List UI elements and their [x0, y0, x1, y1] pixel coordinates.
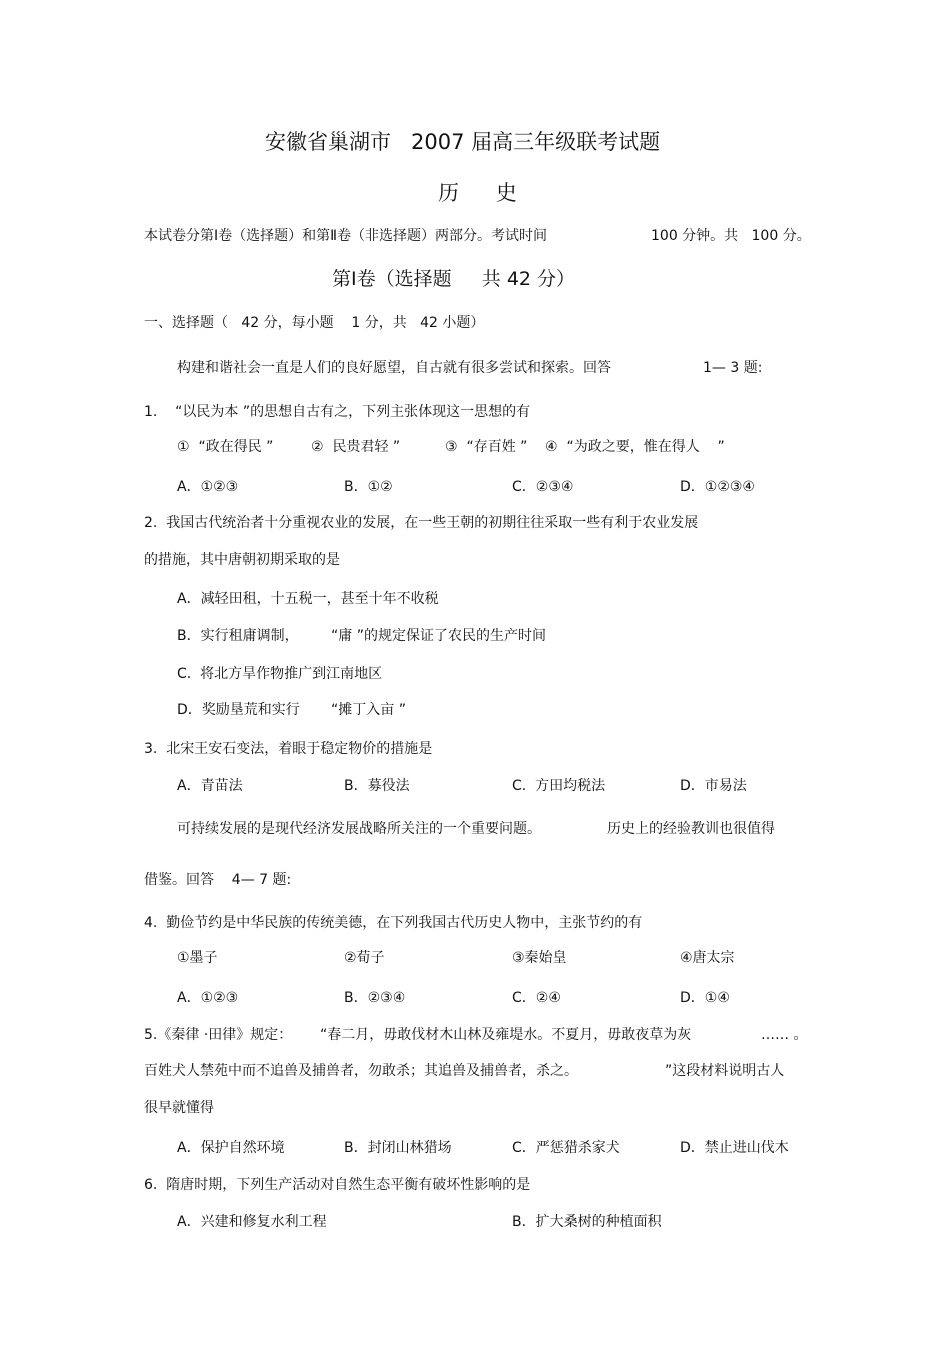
answer-option: D．①④ [680, 990, 730, 1006]
question-stem: 4. 勤俭节约是中华民族的传统美德，在下列我国古代历史人物中，主张节约的有 [144, 915, 643, 931]
answer-option: B．扩大桑树的种植面积 [512, 1214, 662, 1230]
question-item: ① “政在得民 ” [177, 439, 274, 455]
question-item: ③秦始皇 [512, 950, 567, 966]
group-lead-range: 借鉴。回答 4— 7 题: [144, 872, 292, 888]
question-stem-cont: ”这段材料说明古人 [665, 1063, 785, 1079]
answer-option: B．封闭山林猎场 [344, 1140, 452, 1156]
question-stem-cont: 的措施，其中唐朝初期采取的是 [144, 552, 340, 568]
group-lead: 构建和谐社会一直是人们的良好愿望，自古就有很多尝试和探索。回答 [177, 360, 611, 376]
answer-option: B．②③④ [344, 990, 406, 1006]
part-heading: 一、选择题（ 42 分，每小题 1 分，共 42 小题） [144, 315, 485, 331]
group-lead: 可持续发展的是现代经济发展战略所关注的一个重要问题。 [177, 821, 541, 837]
question-stem-cont: 很早就懂得 [144, 1100, 214, 1116]
question-stem: 6. 隋唐时期，下列生产活动对自然生态平衡有破坏性影响的是 [144, 1177, 531, 1193]
answer-option: D．奖励垦荒和实行 [177, 702, 300, 718]
answer-option: A．减轻田租，十五税一，甚至十年不收税 [177, 591, 439, 607]
question-quote-end: …… 。 [761, 1027, 808, 1043]
subject-title: 历 史 [438, 181, 519, 205]
group-lead-range: 1— 3 题: [703, 360, 763, 376]
question-item: ①墨子 [177, 950, 218, 966]
answer-option: C．严惩猎杀家犬 [512, 1140, 620, 1156]
answer-option-cont: “庸 ”的规定保证了农民的生产时间 [331, 628, 546, 644]
intro-text-time: 100 分钟。共 100 分。 [651, 228, 811, 244]
question-item: ③ “存百姓 ” [445, 439, 528, 455]
answer-option: C. 方田均税法 [512, 778, 606, 794]
question-stem: 3. 北宋王安石变法，着眼于稳定物价的措施是 [144, 741, 433, 757]
question-item: ②荀子 [344, 950, 385, 966]
answer-option: D．市易法 [680, 778, 747, 794]
question-stem: 1. “以民为本 ”的思想自古有之，下列主张体现这一思想的有 [144, 404, 531, 420]
answer-option: A．保护自然环境 [177, 1140, 285, 1156]
question-stem: 2. 我国古代统治者十分重视农业的发展，在一些王朝的初期往往采取一些有利于农业发展 [144, 515, 699, 531]
answer-option: A．兴建和修复水利工程 [177, 1214, 327, 1230]
answer-option: D．禁止进山伐木 [680, 1140, 789, 1156]
exam-title: 安徽省巢湖市 2007 届高三年级联考试题 [265, 130, 661, 154]
answer-option-cont: “摊丁入亩 ” [331, 702, 406, 718]
question-quote-cont: 百姓犬人禁苑中而不追兽及捕兽者，勿敢杀；其追兽及捕兽者，杀之。 [144, 1063, 578, 1079]
answer-option: B．实行租庸调制， [177, 628, 299, 644]
answer-option: A．①②③ [177, 990, 239, 1006]
answer-option: B．①② [344, 479, 393, 495]
section-title: 第Ⅰ卷（选择题 共 42 分） [332, 268, 576, 290]
answer-option: C．②③④ [512, 479, 574, 495]
answer-option: C．②④ [512, 990, 561, 1006]
intro-text: 本试卷分第Ⅰ卷（选择题）和第Ⅱ卷（非选择题）两部分。考试时间 [144, 228, 548, 244]
question-item: ④ “为政之要，惟在得人 ” [545, 439, 725, 455]
question-stem: 5.《秦律 ·田律》规定： [144, 1027, 293, 1043]
group-lead-cont: 历史上的经验教训也很值得 [607, 821, 775, 837]
answer-option: C. 将北方旱作物推广到江南地区 [177, 666, 383, 682]
question-item: ④唐太宗 [680, 950, 735, 966]
answer-option: A．①②③ [177, 479, 239, 495]
answer-option: A．青苗法 [177, 778, 243, 794]
answer-option: B．募役法 [344, 778, 410, 794]
question-item: ② 民贵君轻 ” [311, 439, 401, 455]
question-quote: “春二月，毋敢伐材木山林及雍堤水。不夏月，毋敢夜草为灰 [320, 1027, 692, 1043]
answer-option: D．①②③④ [680, 479, 755, 495]
